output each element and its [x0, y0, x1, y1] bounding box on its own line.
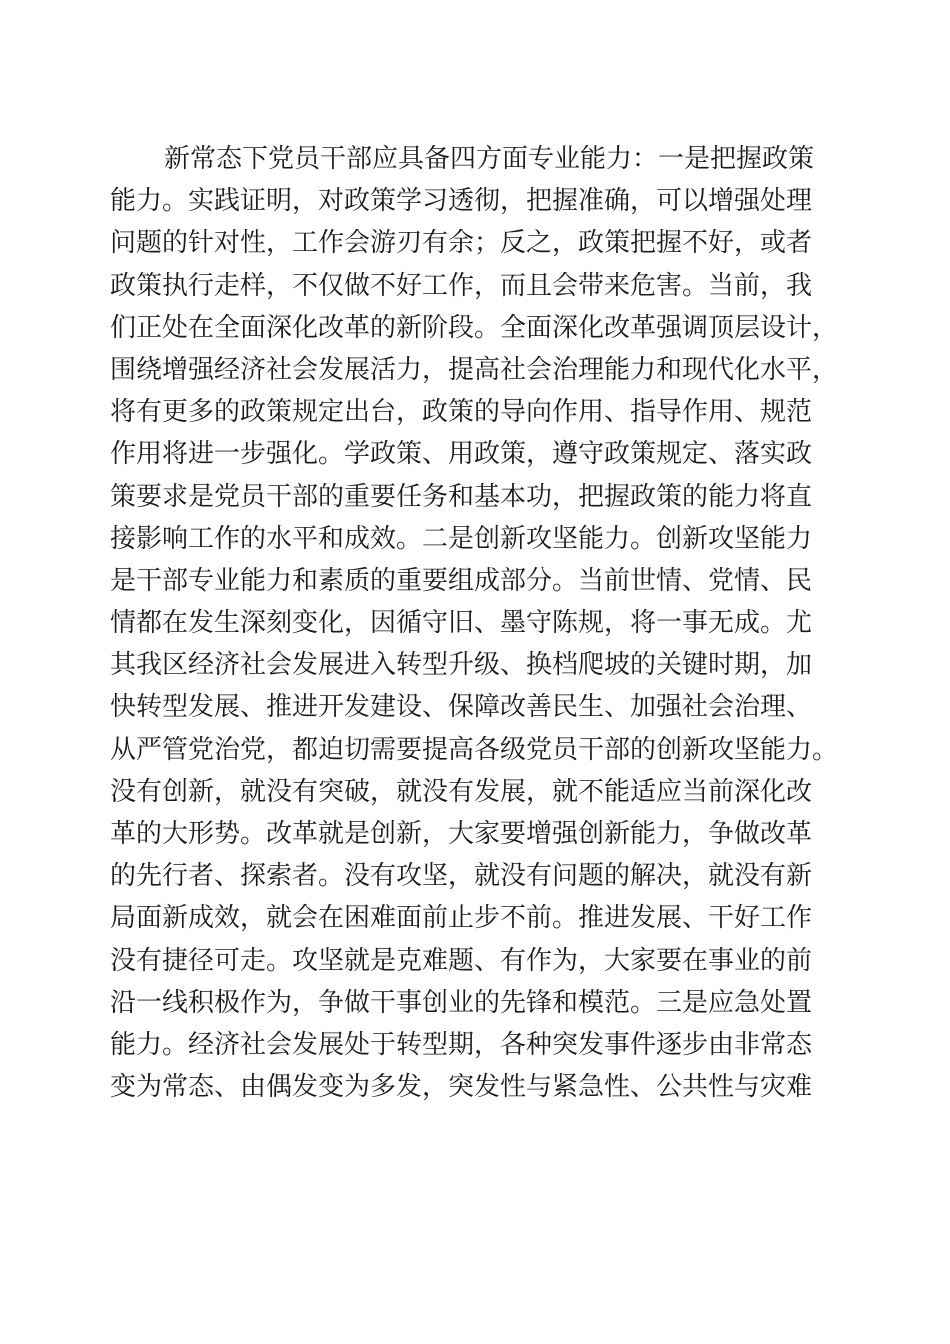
paragraph-line: 的先行者、探索者。没有攻坚，就没有问题的解决，就没有新	[110, 861, 813, 892]
paragraph-line: 局面新成效，就会在困难面前止步不前。推进发展、干好工作	[110, 903, 813, 934]
paragraph-line: 快转型发展、推进开发建设、保障改善民生、加强社会治理、	[110, 692, 813, 723]
paragraph-line: 能力。实践证明，对政策学习透彻，把握准确，可以增强处理	[110, 186, 813, 217]
paragraph-line: 围绕增强经济社会发展活力，提高社会治理能力和现代化水平，	[110, 354, 839, 385]
paragraph-line: 接影响工作的水平和成效。二是创新攻坚能力。创新攻坚能力	[110, 523, 813, 554]
paragraph-line: 情都在发生深刻变化，因循守旧、墨守陈规，将一事无成。尤	[110, 608, 813, 639]
paragraph-line: 从严管党治党，都迫切需要提高各级党员干部的创新攻坚能力。	[110, 734, 839, 765]
paragraph-line: 策要求是党员干部的重要任务和基本功，把握政策的能力将直	[110, 481, 813, 512]
paragraph-line: 变为常态、由偶发变为多发，突发性与紧急性、公共性与灾难	[110, 1072, 813, 1103]
paragraph-line: 没有捷径可走。攻坚就是克难题、有作为，大家要在事业的前	[110, 945, 813, 976]
paragraph-line: 革的大形势。改革就是创新，大家要增强创新能力，争做改革	[110, 819, 813, 849]
paragraph-line: 们正处在全面深化改革的新阶段。全面深化改革强调顶层设计，	[110, 312, 839, 343]
paragraph-line: 是干部专业能力和素质的重要组成部分。当前世情、党情、民	[110, 565, 813, 596]
paragraph-line: 没有创新，就没有突破，就没有发展，就不能适应当前深化改	[110, 776, 813, 807]
paragraph-line: 新常态下党员干部应具备四方面专业能力：一是把握政策	[164, 144, 815, 174]
paragraph-line: 政策执行走样，不仅做不好工作，而且会带来危害。当前，我	[110, 270, 813, 301]
paragraph-line: 其我区经济社会发展进入转型升级、换档爬坡的关键时期，加	[110, 650, 813, 681]
paragraph-line: 能力。经济社会发展处于转型期，各种突发事件逐步由非常态	[110, 1029, 813, 1060]
paragraph-line: 沿一线积极作为，争做干事创业的先锋和模范。三是应急处置	[110, 987, 813, 1018]
body-paragraph	[110, 138, 884, 1108]
paragraph-line: 将有更多的政策规定出台，政策的导向作用、指导作用、规范	[110, 397, 813, 428]
paragraph-line: 问题的针对性，工作会游刃有余；反之，政策把握不好，或者	[110, 228, 813, 259]
paragraph-line: 作用将进一步强化。学政策、用政策，遵守政策规定、落实政	[110, 439, 813, 470]
